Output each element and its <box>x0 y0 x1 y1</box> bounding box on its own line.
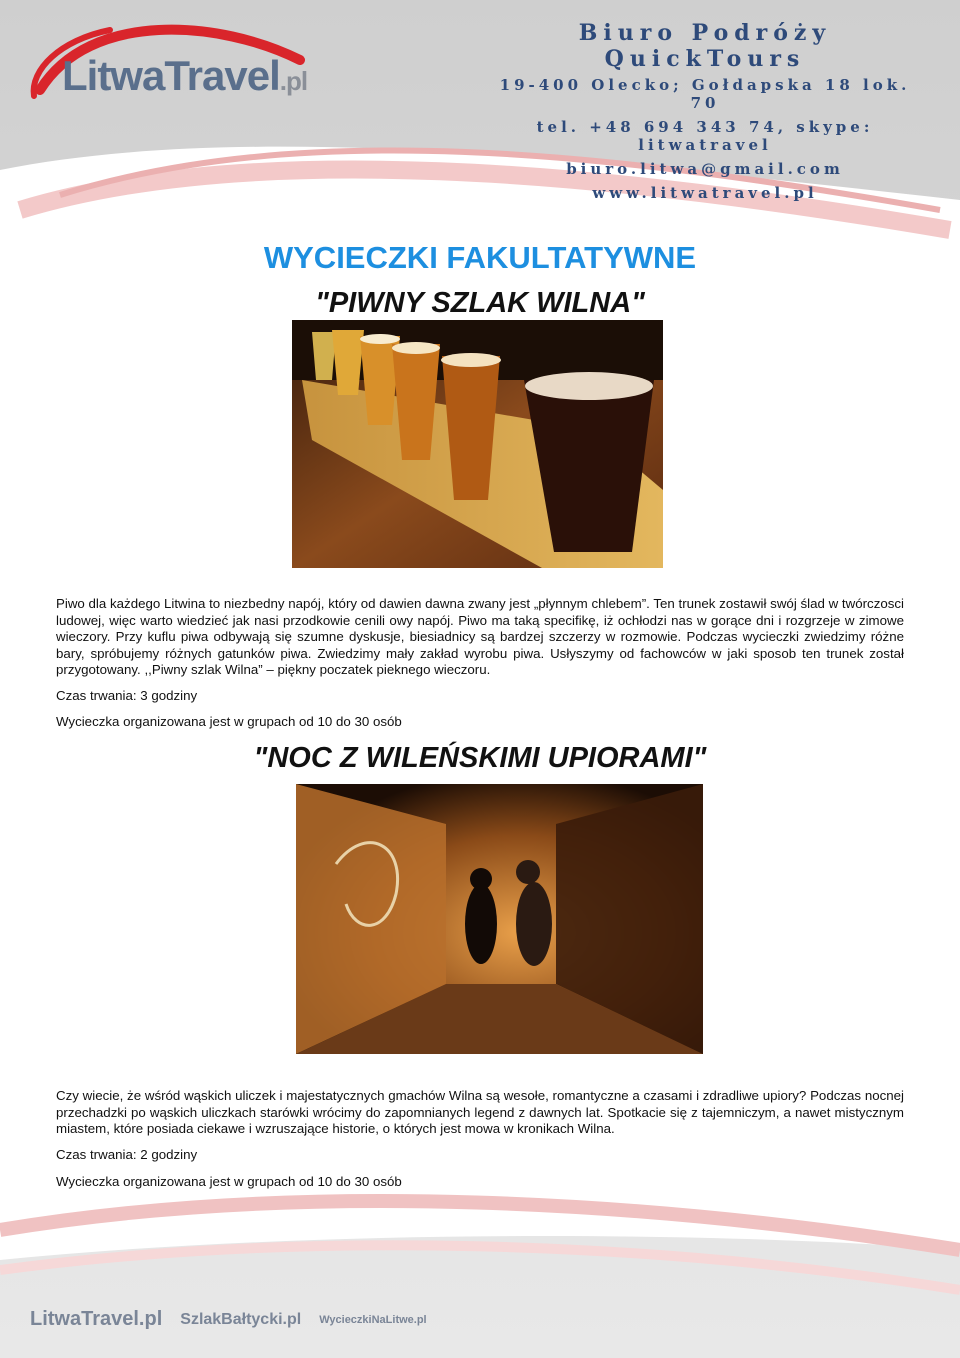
tour-duration-beer: Czas trwania: 3 godziny <box>56 688 198 703</box>
night-alley-photo <box>296 784 703 1054</box>
tour-group-beer: Wycieczka organizowana jest w grupach od 10 do 30 osób <box>56 714 402 729</box>
agency-name: Biuro Podróży QuickTours <box>578 20 832 72</box>
agency-address: 19-400 Olecko; Gołdapska 18 lok. 70 <box>499 76 911 112</box>
agency-contact-block <box>495 20 915 208</box>
footer-logo-wycieczkinalitwe: WycieczkiNaLitwe.pl <box>319 1313 427 1326</box>
tour-description-ghosts: Czy wiecie, że wśród wąskich uliczek i majestatycznych gmachów Wilna są wesołe, romantyczne a czasami i zdradliwe upiory? Podczas nocnej przechadzki po wąskich uliczkach starówki wrócimy do zapomnianych legend z dawnych lat. Spotkacie się z tajemniczym, a nawet mistycznym miastem, które posiada ciekawe i wzruszające historie, o których jest mowa w kronikach Wilna. <box>56 1088 904 1136</box>
agency-website: www.litwatravel.pl <box>592 184 818 202</box>
litwatravel-logo <box>62 52 307 100</box>
footer-logo-litwatravel: LitwaTravel.pl <box>30 1308 163 1330</box>
agency-email: biuro.litwa@gmail.com <box>566 160 844 178</box>
footer-logo-szlakbaltycki: SzlakBałtycki.pl <box>180 1310 302 1328</box>
tour-duration-ghosts: Czas trwania: 2 godziny <box>56 1147 198 1162</box>
logo-suffix: .pl <box>279 66 308 96</box>
logo-main: LitwaTravel <box>62 52 280 99</box>
tour-title-beer: "PIWNY SZLAK WILNA" <box>315 287 645 319</box>
agency-phone: tel. +48 694 343 74, skype: litwatravel <box>536 118 874 154</box>
tour-group-ghosts: Wycieczka organizowana jest w grupach od 10 do 30 osób <box>56 1174 402 1189</box>
footer-logos <box>30 1308 427 1331</box>
tour-title-ghosts: "NOC Z WILEŃSKIMI UPIORAMI" <box>253 742 707 774</box>
section-title: WYCIECZKI FAKULTATYWNE <box>263 240 697 275</box>
tour-description-beer: Piwo dla każdego Litwina to niezbedny napój, który od dawien dawna zwany jest „płynnym chlebem”. Ten trunek zostawił swój ślad w twórczosci ludowej, więc warto wiedzieć jak nasi przodkowie cenili owy napój. Piwo ma taką specifikę, iż ochłodzi nas w gorące dni i rozgrzeje w zimowe wieczory. Przy kuflu piwa odbywają się szumne dyskusje, biesiadnicy są bardzej szczerzy w rozmowie. Podczas wycieczki zwiedzimy różne bary, spróbujemy różnych gatunków piwa. Zwiedzimy mały zakład wyrobu piwa. Usłyszymy od fachowców w jaki sposob ten trunek został przygotowany. ,,Piwny szlak Wilna” – piękny poczatek pieknego wieczoru. <box>56 596 904 677</box>
beer-glasses-image <box>292 320 663 568</box>
beer-glasses-photo <box>292 320 663 568</box>
night-alley-image <box>296 784 703 1054</box>
